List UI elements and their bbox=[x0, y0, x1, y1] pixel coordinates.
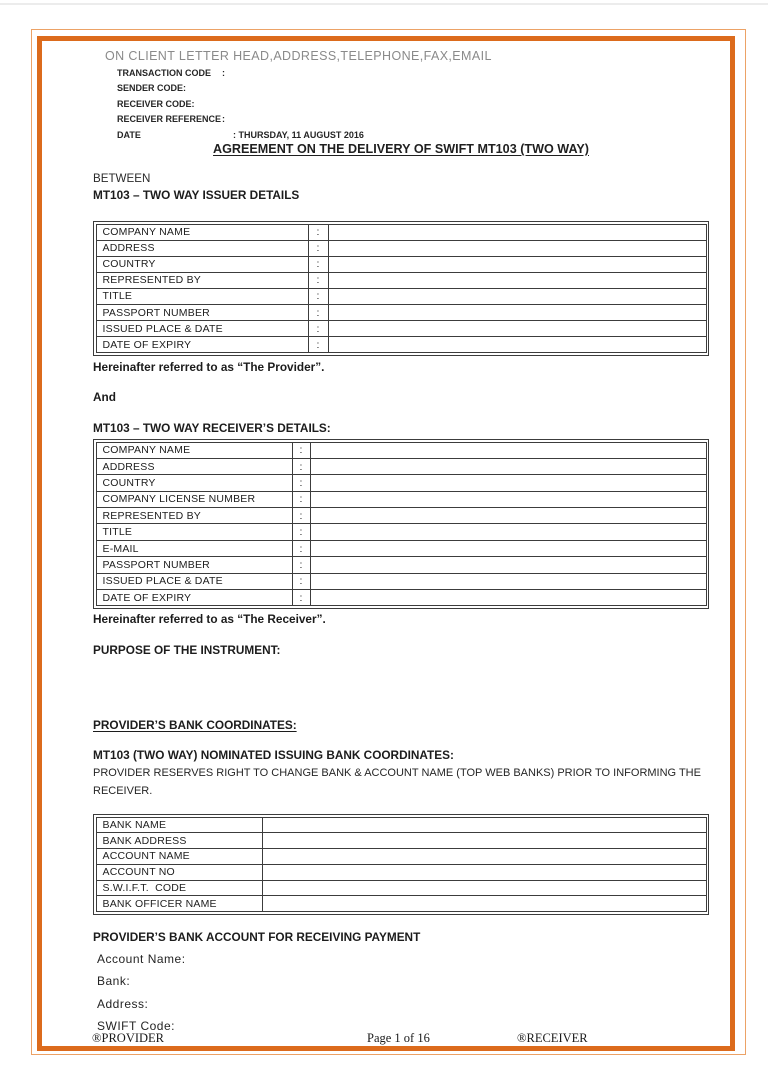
row-label: TITLE bbox=[102, 290, 133, 303]
meta-row-date: DATE : THURSDAY, 11 AUGUST 2016 bbox=[117, 129, 364, 140]
table-row bbox=[97, 474, 706, 490]
row-value bbox=[310, 541, 706, 556]
row-label: ACCOUNT NO bbox=[102, 866, 175, 879]
row-label: PASSPORT NUMBER bbox=[102, 306, 210, 319]
row-value bbox=[310, 590, 706, 605]
receiver-note: Hereinafter referred to as “The Receiver”. bbox=[93, 612, 326, 626]
row-value bbox=[310, 443, 706, 458]
receiver-details-heading: MT103 – TWO WAY RECEIVER’S DETAILS: bbox=[93, 421, 331, 435]
row-value bbox=[310, 475, 706, 490]
table-row bbox=[97, 240, 706, 256]
nominated-bank-heading: MT103 (TWO WAY) NOMINATED ISSUING BANK COORDINATES: bbox=[93, 748, 454, 762]
row-label: DATE OF EXPIRY bbox=[102, 338, 192, 351]
row-colon: : bbox=[292, 590, 310, 605]
table-row bbox=[97, 573, 706, 589]
meta-row-transaction-code: TRANSACTION CODE : bbox=[117, 68, 225, 78]
row-value bbox=[328, 321, 706, 336]
bank-table bbox=[93, 814, 709, 915]
row-value bbox=[328, 257, 706, 272]
between-label: BETWEEN bbox=[93, 172, 151, 185]
row-colon: : bbox=[308, 305, 328, 320]
row-value bbox=[262, 818, 706, 833]
table-row bbox=[97, 540, 706, 556]
row-label: COMPANY NAME bbox=[102, 226, 191, 239]
row-colon: : bbox=[292, 492, 310, 507]
row-label: DATE OF EXPIRY bbox=[102, 591, 192, 604]
row-label: COMPANY LICENSE NUMBER bbox=[102, 493, 256, 506]
payment-field: Bank: bbox=[97, 974, 131, 989]
row-value bbox=[310, 508, 706, 523]
row-value bbox=[310, 557, 706, 572]
row-colon: : bbox=[308, 321, 328, 336]
row-value bbox=[262, 849, 706, 864]
table-row bbox=[97, 556, 706, 572]
table-row bbox=[97, 336, 706, 352]
row-colon: : bbox=[308, 337, 328, 352]
table-row bbox=[97, 864, 706, 880]
row-colon: : bbox=[292, 475, 310, 490]
table-row bbox=[97, 848, 706, 864]
row-label: S.W.I.F.T. CODE bbox=[102, 882, 187, 895]
table-row bbox=[97, 288, 706, 304]
meta-row-sender-code: SENDER CODE: bbox=[117, 83, 187, 94]
table-row bbox=[97, 507, 706, 523]
nominated-bank-note: PROVIDER RESERVES RIGHT TO CHANGE BANK & ACCOUNT NAME (TOP WEB BANKS) PRIOR TO INFORMING THE RECEIVER. bbox=[93, 767, 701, 797]
table-row bbox=[97, 443, 706, 458]
row-label: BANK NAME bbox=[102, 818, 167, 831]
row-label: TITLE bbox=[102, 526, 133, 539]
table-row bbox=[97, 589, 706, 605]
row-value bbox=[262, 881, 706, 896]
row-value bbox=[310, 524, 706, 539]
row-value bbox=[310, 574, 706, 589]
row-label: ISSUED PLACE & DATE bbox=[102, 322, 223, 335]
row-label: ADDRESS bbox=[102, 242, 155, 255]
table-row bbox=[97, 880, 706, 896]
and-label: And bbox=[93, 390, 116, 404]
top-hairline bbox=[0, 3, 768, 5]
table-row bbox=[97, 272, 706, 288]
table-row bbox=[97, 458, 706, 474]
row-value bbox=[262, 865, 706, 880]
row-label: BANK ADDRESS bbox=[102, 834, 187, 847]
row-value bbox=[328, 289, 706, 304]
bank-coordinates-heading: PROVIDER’S BANK COORDINATES: bbox=[93, 718, 297, 732]
table-row bbox=[97, 895, 706, 911]
row-colon: : bbox=[308, 273, 328, 288]
row-label: BANK OFFICER NAME bbox=[102, 897, 217, 910]
row-label: REPRESENTED BY bbox=[102, 274, 201, 287]
table-row bbox=[97, 832, 706, 848]
row-label: REPRESENTED BY bbox=[102, 509, 201, 522]
row-value bbox=[310, 459, 706, 474]
row-value bbox=[262, 833, 706, 848]
table-row bbox=[97, 818, 706, 833]
table-row bbox=[97, 523, 706, 539]
letterhead-note: ON CLIENT LETTER HEAD,ADDRESS,TELEPHONE,FAX,EMAIL bbox=[105, 49, 492, 63]
row-colon: : bbox=[292, 443, 310, 458]
receiver-details-table bbox=[93, 439, 709, 609]
row-colon: : bbox=[292, 508, 310, 523]
footer-provider: ®PROVIDER bbox=[92, 1031, 165, 1045]
row-label: ACCOUNT NAME bbox=[102, 850, 190, 863]
row-value bbox=[328, 337, 706, 352]
row-colon: : bbox=[292, 459, 310, 474]
table-row bbox=[97, 225, 706, 240]
receiving-payment-fields bbox=[97, 948, 186, 1038]
receiving-payment-heading: PROVIDER’S BANK ACCOUNT FOR RECEIVING PAYMENT bbox=[93, 930, 421, 944]
table-row bbox=[97, 304, 706, 320]
row-colon: : bbox=[292, 541, 310, 556]
footer-page-number: Page 1 of 16 bbox=[367, 1031, 430, 1045]
row-label: PASSPORT NUMBER bbox=[102, 558, 210, 571]
row-label: ADDRESS bbox=[102, 460, 155, 473]
row-colon: : bbox=[292, 557, 310, 572]
row-colon: : bbox=[308, 257, 328, 272]
row-colon: : bbox=[292, 574, 310, 589]
table-row bbox=[97, 320, 706, 336]
row-label: ISSUED PLACE & DATE bbox=[102, 575, 223, 588]
issuer-details-heading: MT103 – TWO WAY ISSUER DETAILS bbox=[93, 188, 300, 202]
table-row bbox=[97, 491, 706, 507]
row-value bbox=[328, 273, 706, 288]
row-value bbox=[328, 305, 706, 320]
row-value bbox=[262, 896, 706, 911]
table-row bbox=[97, 256, 706, 272]
row-label: E-MAIL bbox=[102, 542, 139, 555]
row-colon: : bbox=[308, 225, 328, 240]
meta-row-receiver-reference: RECEIVER REFERENCE: bbox=[117, 114, 225, 125]
transaction-meta bbox=[117, 66, 364, 143]
provider-note: Hereinafter referred to as “The Provider”. bbox=[93, 360, 325, 374]
meta-row-receiver-code: RECEIVER CODE: bbox=[117, 98, 195, 109]
row-value bbox=[328, 241, 706, 256]
row-value bbox=[310, 492, 706, 507]
row-label: COUNTRY bbox=[102, 258, 156, 271]
footer-receiver: ®RECEIVER bbox=[517, 1031, 588, 1045]
payment-field: Address: bbox=[97, 996, 149, 1011]
row-colon: : bbox=[308, 241, 328, 256]
row-colon: : bbox=[292, 524, 310, 539]
payment-field: Account Name: bbox=[97, 952, 186, 966]
purpose-heading: PURPOSE OF THE INSTRUMENT: bbox=[93, 643, 281, 657]
payment-field: SWIFT Code: bbox=[97, 1019, 175, 1034]
row-value bbox=[328, 225, 706, 240]
row-label: COUNTRY bbox=[102, 476, 156, 489]
row-label: COMPANY NAME bbox=[102, 444, 191, 457]
issuer-details-table bbox=[93, 221, 709, 356]
row-colon: : bbox=[308, 289, 328, 304]
document-title: AGREEMENT ON THE DELIVERY OF SWIFT MT103 (TWO WAY) bbox=[213, 142, 589, 156]
